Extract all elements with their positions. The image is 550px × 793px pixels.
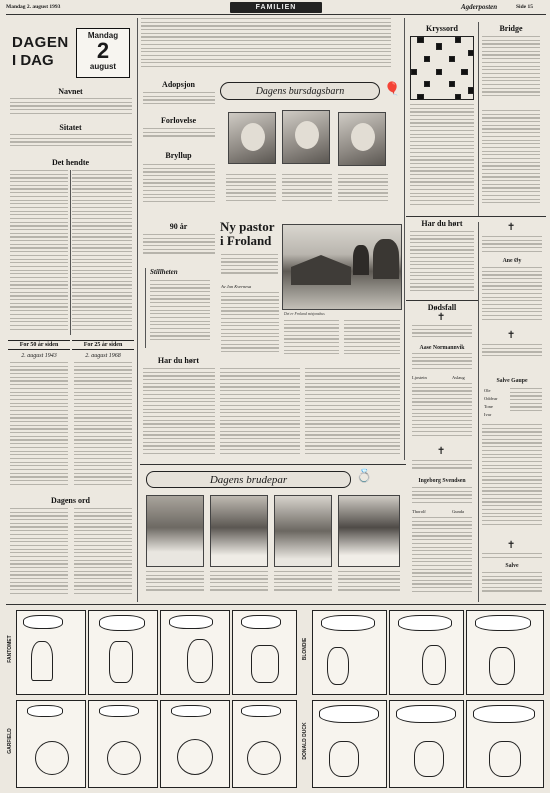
obituary-text-2	[412, 460, 472, 476]
obituary-field-8: Ivar	[484, 412, 492, 417]
obituary-field-4: Gunda	[452, 509, 464, 514]
brudepar-photo-2	[210, 495, 268, 567]
comic-top-panel-4	[232, 610, 297, 695]
har-du-hort-middle-text	[143, 368, 215, 460]
obituary-cross-icon-1: ✝	[437, 312, 446, 323]
dodsfall-heading: Dødsfall	[427, 303, 457, 312]
intro-text-2	[262, 18, 390, 78]
obituary-cross-icon-5: ✝	[507, 540, 516, 551]
obituary-cross-icon-4: ✝	[507, 330, 516, 341]
bursdag-caption-1	[226, 174, 276, 214]
pastor-byline: Av Jan Kvernesa	[221, 284, 252, 289]
for25-date: 2. august 1968	[85, 353, 121, 359]
brudepar-caption-1	[146, 571, 204, 599]
obituary-text-2c	[412, 517, 472, 600]
for50-text	[10, 362, 68, 490]
obituary-text-1b	[412, 353, 472, 373]
comic-bottom-right-panel-1	[312, 700, 387, 788]
har-du-hort-middle-text-2	[220, 368, 300, 460]
header-section-box	[230, 2, 322, 13]
comic-label-top-right	[300, 610, 310, 695]
bursdag-title: Dagens bursdagsbarn	[255, 86, 345, 97]
obituary-name-5: Salve	[505, 563, 519, 569]
har-du-hort-middle-text-3	[305, 368, 400, 460]
for25-heading-box	[72, 340, 134, 350]
obituary-name-2: Ingeborg Svendsen	[418, 478, 466, 484]
header-paper: Agderposten	[461, 3, 498, 11]
calendar-month: august	[89, 62, 117, 71]
for50-heading: For 50 år siden	[19, 342, 59, 348]
brudepar-caption-4	[338, 571, 400, 599]
kryssord-bridge-rule	[478, 22, 479, 217]
for50-date: 2. august 1943	[21, 353, 57, 359]
kryssord-grid	[410, 36, 474, 100]
pastor-photo	[282, 224, 402, 310]
obituary-text-1	[412, 325, 472, 343]
brudepar-caption-3	[274, 571, 332, 599]
bryllup-text	[143, 164, 215, 219]
comic-bottom-right-panel-2	[389, 700, 464, 788]
comic-bottom-panel-4	[232, 700, 297, 788]
pastor-headline	[220, 220, 290, 248]
har-du-hort-middle-heading: Har du hørt	[157, 356, 200, 365]
stillhet-text	[150, 280, 210, 346]
dagen-box	[8, 24, 133, 84]
comic-bottom-panel-2	[88, 700, 158, 788]
kryssord-bottom-rule	[406, 216, 546, 217]
comic-label-top-left-text: FANTOMET	[7, 635, 13, 663]
det-hendte-text-left	[10, 170, 68, 335]
left-inner-rule	[70, 170, 71, 335]
dagen-title-line2: I DAG	[12, 52, 54, 69]
balloon-icon: 🎈	[384, 82, 401, 97]
nittiaar-text	[143, 234, 215, 264]
comic-top-right-panel-1	[312, 610, 387, 695]
for25-heading: For 25 år siden	[83, 342, 123, 348]
navnet-heading: Navnet	[58, 87, 83, 96]
pastor-headline-line2: i Froland	[220, 233, 272, 248]
obituary-text-4b	[510, 388, 542, 420]
bryllup-heading: Bryllup	[165, 151, 192, 160]
brudepar-box	[140, 464, 406, 602]
pastor-text-1	[221, 292, 279, 362]
obituary-field-3: Thorolf	[412, 509, 426, 514]
sitatet-heading: Sitatet	[59, 123, 82, 132]
comic-top-panel-1	[16, 610, 86, 695]
middle-right-rule	[404, 18, 405, 460]
comic-label-bottom-right	[300, 700, 310, 788]
bursdag-caption-3	[338, 174, 388, 214]
obituary-field-2: Aslaug	[452, 375, 465, 380]
dagens-ord-heading: Dagens ord	[51, 496, 90, 505]
brudepar-photo-1	[146, 495, 204, 567]
pastor-caption: Det er Froland misjonshus	[284, 312, 325, 316]
dodsfall-top-rule	[406, 300, 478, 301]
for50-heading-box	[8, 340, 70, 350]
har-du-hort-right-text	[410, 231, 474, 299]
obituary-text-2b	[412, 487, 472, 507]
comic-label-bottom-left-text: GARFIELD	[7, 728, 13, 754]
nittiaar-heading: 90 år	[169, 222, 188, 231]
page-header	[6, 2, 546, 14]
obituary-name-4: Salve Gaupe	[496, 378, 528, 384]
calendar-box	[76, 28, 130, 78]
obituary-name-3: Ane Øy	[502, 258, 522, 264]
obituary-name-1: Aase Normannvik	[419, 345, 465, 351]
brudepar-photo-4	[338, 495, 400, 567]
bursdag-photo-3	[338, 112, 386, 166]
comic-top-right-panel-2	[389, 610, 464, 695]
sitatet-text	[10, 134, 132, 154]
header-rule	[6, 14, 546, 15]
kryssord-clues	[410, 104, 474, 214]
obituary-text-3	[482, 236, 542, 256]
comic-label-bottom-right-text: DONALD DUCK	[302, 722, 308, 760]
brudepar-caption-2	[210, 571, 268, 599]
stillhet-box	[145, 268, 213, 348]
adopsjon-text	[143, 92, 215, 114]
bridge-hands	[482, 36, 540, 106]
dagens-ord-text-right	[74, 508, 132, 600]
comic-bottom-panel-1	[16, 700, 86, 788]
bursdag-box	[220, 82, 400, 217]
navnet-text	[10, 98, 132, 120]
pastor-headline-line1: Ny pastor	[220, 219, 275, 234]
brudepar-banner	[146, 471, 351, 488]
har-du-hort-right-heading: Har du hørt	[421, 219, 463, 228]
dagen-title-line1: DAGEN	[12, 34, 69, 51]
adopsjon-heading: Adopsjon	[162, 80, 195, 89]
brudepar-title: Dagens brudepar	[209, 474, 288, 486]
obituary-text-5	[482, 553, 542, 561]
pastor-text-2	[284, 320, 339, 362]
header-section: FAMILIEN	[255, 4, 297, 11]
left-column-rule	[137, 18, 138, 602]
comic-top-panel-2	[88, 610, 158, 695]
stillhet-title: Stillheten	[150, 268, 178, 276]
comic-bottom-right-panel-3	[466, 700, 544, 788]
bursdag-photo-2	[282, 110, 330, 164]
comics-top-rule	[6, 604, 546, 605]
bridge-text	[482, 110, 540, 214]
dagens-ord-text-left	[10, 508, 68, 600]
bursdag-photo-1	[228, 112, 276, 164]
forlovelse-heading: Forlovelse	[160, 116, 197, 125]
obituary-field-7: Tone	[484, 404, 493, 409]
obituary-field-1: Ljostein	[412, 375, 427, 380]
header-date: Mandag 2. august 1993	[6, 4, 61, 10]
obituary-text-5b	[482, 572, 542, 600]
rings-icon: 💍	[356, 469, 373, 484]
obituary-field-6: Oddvar	[484, 396, 498, 401]
obituary-col-rule	[478, 222, 479, 602]
pastor-lead	[221, 254, 278, 280]
obituary-text-4	[482, 344, 542, 360]
comic-bottom-panel-3	[160, 700, 230, 788]
bursdag-banner	[220, 82, 380, 100]
obituary-text-3b	[482, 267, 542, 327]
header-page: Side 15	[516, 4, 533, 10]
calendar-weekday: Mandag	[87, 31, 119, 40]
comic-label-top-right-text: BLONDIE	[302, 637, 308, 661]
pastor-text-3	[344, 320, 400, 362]
bursdag-caption-2	[282, 174, 332, 214]
comic-label-bottom-left	[5, 700, 15, 788]
obituary-field-5: Ole	[484, 388, 491, 393]
comic-top-right-panel-3	[466, 610, 544, 695]
obituary-cross-icon-2: ✝	[437, 446, 446, 457]
bridge-heading: Bridge	[499, 24, 523, 33]
comic-label-top-left	[5, 610, 15, 695]
comic-top-panel-3	[160, 610, 230, 695]
obituary-text-1c	[412, 383, 472, 443]
calendar-day: 2	[96, 38, 110, 63]
det-hendte-heading: Det hendte	[51, 158, 90, 167]
for25-text	[74, 362, 132, 490]
kryssord-heading: Kryssord	[426, 24, 458, 33]
det-hendte-text-right	[72, 170, 132, 335]
brudepar-photo-3	[274, 495, 332, 567]
obituary-text-4c	[482, 424, 542, 536]
obituary-cross-icon-3: ✝	[507, 222, 516, 233]
forlovelse-text	[143, 128, 215, 146]
